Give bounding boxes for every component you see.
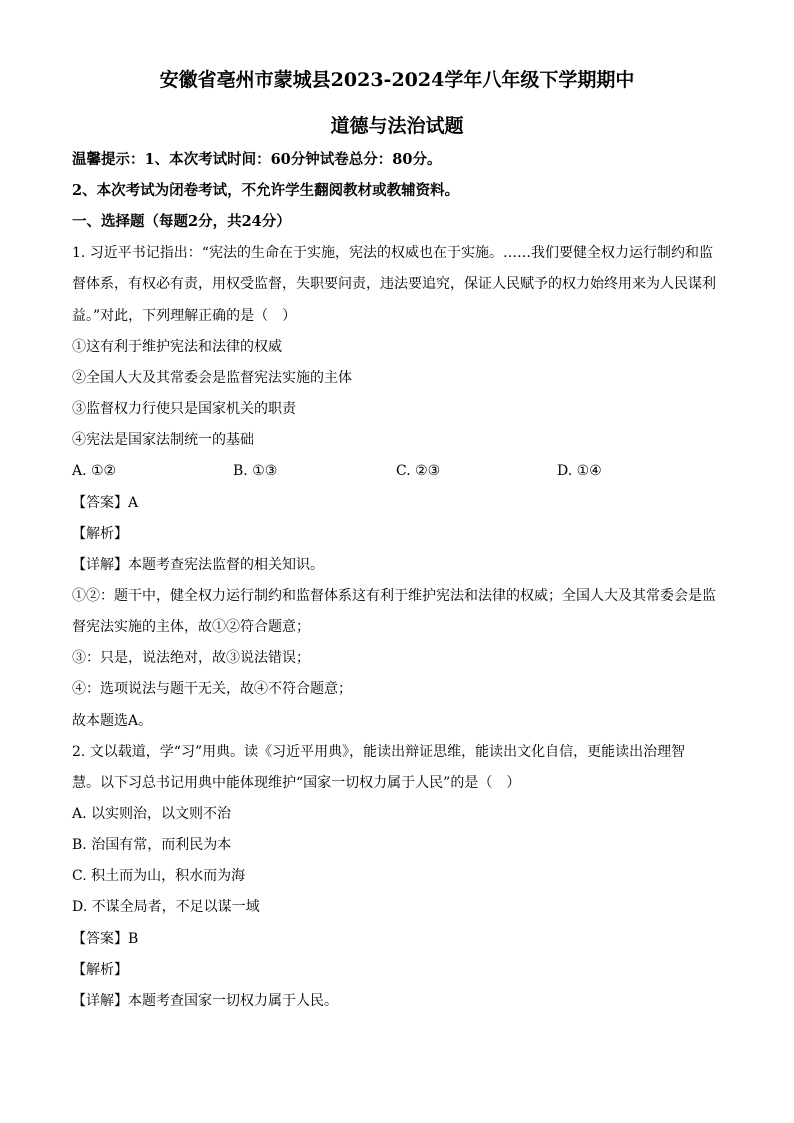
q1-statement-2: ②全国人大及其常委会是监督宪法实施的主体 bbox=[72, 370, 352, 386]
q1-answer: 【答案】A bbox=[72, 495, 139, 511]
q2-detail: 【详解】本题考查国家一切权力属于人民。 bbox=[72, 993, 338, 1009]
q2-stem-line-1: 2. 文以载道，学“习”用典。读《习近平用典》，能读出辩证思维，能读出文化自信，更能读出治理智 bbox=[72, 744, 686, 760]
q1-statement-1: ①这有利于维护宪法和法律的权威 bbox=[72, 339, 282, 355]
q2-option-c: C. 积土而为山，积水而为海 bbox=[72, 868, 246, 884]
q2-option-b: B. 治国有常，而利民为本 bbox=[72, 837, 232, 853]
q1-statement-3: ③监督权力行使只是国家机关的职责 bbox=[72, 401, 296, 417]
q1-analysis-label: 【解析】 bbox=[72, 526, 128, 542]
q1-stem-line-2: 督体系，有权必有责，用权受监督，失职要问责，违法要追究，保证人民赋予的权力始终用来为人民谋利 bbox=[72, 276, 716, 292]
exam-subtitle: 道德与法治试题 bbox=[330, 115, 464, 137]
q2-option-d: D. 不谋全局者，不足以谋一域 bbox=[72, 899, 260, 915]
q1-detail: 【详解】本题考查宪法监督的相关知识。 bbox=[72, 557, 324, 573]
q1-explain-line-2: 督宪法实施的主体，故①②符合题意； bbox=[72, 619, 310, 635]
q1-explain-line-3: ③：只是，说法绝对，故③说法错误； bbox=[72, 650, 310, 666]
q2-analysis-label: 【解析】 bbox=[72, 962, 128, 978]
q2-answer: 【答案】B bbox=[72, 931, 139, 947]
q1-option-d: D. ①④ bbox=[557, 463, 602, 479]
q1-conclusion: 故本题选A。 bbox=[72, 713, 153, 729]
exam-title: 安徽省亳州市蒙城县2023-2024学年八年级下学期期中 bbox=[159, 69, 635, 91]
q2-option-a: A. 以实则治，以文则不治 bbox=[72, 806, 232, 822]
q1-stem-line-1: 1. 习近平书记指出：“宪法的生命在于实施，宪法的权威也在于实施。……我们要健全权力运行制约和监 bbox=[72, 245, 713, 261]
q1-option-b: B. ①③ bbox=[233, 463, 278, 479]
q1-option-c: C. ②③ bbox=[396, 463, 441, 479]
tip-line-2: 2、本次考试为闭卷考试，不允许学生翻阅教材或教辅资料。 bbox=[72, 182, 460, 199]
q2-stem-line-2: 慧。以下习总书记用典中能体现维护“国家一切权力属于人民”的是（ ） bbox=[72, 775, 521, 791]
q1-statement-4: ④宪法是国家法制统一的基础 bbox=[72, 432, 254, 448]
tip-line-1: 温馨提示：1、本次考试时间：60分钟试卷总分：80分。 bbox=[72, 151, 442, 168]
section-heading: 一、选择题（每题2分，共24分） bbox=[72, 213, 291, 230]
q1-explain-line-1: ①②：题干中，健全权力运行制约和监督体系这有利于维护宪法和法律的权威；全国人大及其常委会是监 bbox=[72, 588, 716, 604]
q1-explain-line-4: ④：选项说法与题干无关，故④不符合题意； bbox=[72, 681, 352, 697]
q1-option-a: A. ①② bbox=[72, 463, 117, 479]
q1-stem-line-3: 益。”对此，下列理解正确的是（ ） bbox=[72, 308, 297, 324]
